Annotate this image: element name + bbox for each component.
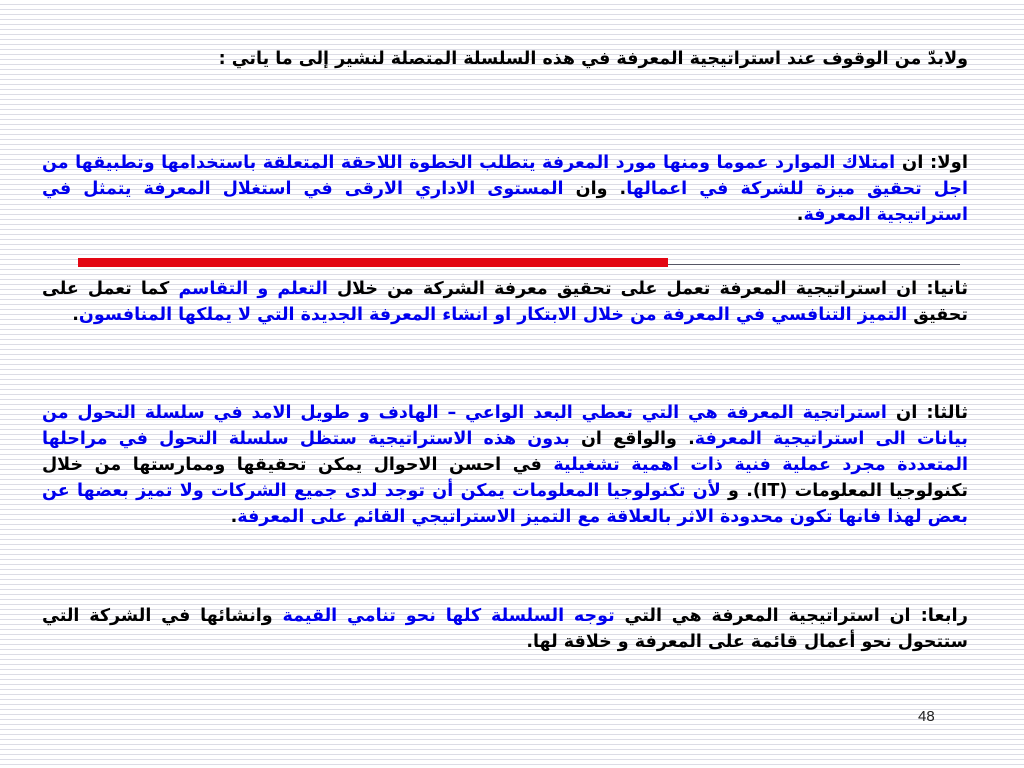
point-three-emphasis-3: لأن تكنولوجيا المعلومات يمكن أن توجد لدى جميع الشركات ولا تميز بعضها عن بعض لهذا فانها تكون محدودة الاثر بالعلاقة مع التميز الاستراتيجي القائم على المعرفة (42, 481, 968, 527)
point-three-lead: ثالثا: ان (886, 402, 968, 423)
point-two-text-1: ان استراتيجية المعرفة تعمل على تحقيق معرفة الشركة من خلال (327, 279, 918, 299)
point-three-text-1: . والواقع ان (569, 429, 695, 449)
point-one-emphasis-2: المستوى الاداري الارقى في استغلال المعرفة يتمثل في استراتيجية المعرفة (42, 179, 968, 225)
point-two-emphasis-2: التميز التنافسي في المعرفة من خلال الابتكار او انشاء المعرفة الجديدة التي لا يملكها المنافسون (78, 305, 908, 325)
intro-text: ولابدّ من الوقوف عند استراتيجية المعرفة في هذه السلسلة المتصلة لنشير إلى ما ياتي : (218, 49, 968, 69)
point-four-text-2: وانشائها في الشركة التي ستتحول نحو أعمال قائمة على المعرفة و خلاقة لها. (42, 606, 968, 652)
point-three-paragraph (42, 400, 968, 530)
point-one-lead: اولا: ان (895, 152, 968, 173)
red-accent-bar (78, 258, 668, 267)
point-two-text-2: كما تعمل على تحقيق (42, 279, 968, 325)
intro-paragraph (42, 46, 968, 72)
point-two-paragraph (42, 276, 968, 328)
page-number: 48 (918, 708, 935, 725)
point-two-end: . (72, 305, 79, 325)
point-two-lead: ثانيا: (917, 278, 968, 299)
point-three-text-2: في احسن الاحوال يمكن تحقيقها وممارستها من خلال تكنولوجيا المعلومات (IT). و (42, 455, 968, 501)
point-four-paragraph (42, 603, 968, 655)
point-four-text-1: ان استراتيجية المعرفة هي التي (614, 606, 911, 626)
point-one-text-1: . وان (563, 179, 627, 199)
point-one-end: . (796, 205, 804, 225)
point-one-paragraph (42, 150, 968, 228)
point-four-lead: رابعا: (910, 605, 968, 626)
point-four-emphasis-1: توجه السلسلة كلها نحو تنامي القيمة (282, 606, 615, 626)
point-one-emphasis-1: امتلاك الموارد عموما ومنها مورد المعرفة يتطلب الخطوة اللاحقة المتعلقة باستخدامها وتطبيقها من اجل تحقيق ميزة للشركة في اعمالها (42, 153, 968, 199)
point-three-emphasis-1: استراتجية المعرفة هي التي تعطي البعد الواعي – الهادف و طويل الامد في سلسلة التحول من بيانات الى استراتيجية المعرفة (42, 403, 968, 449)
divider-line (668, 264, 960, 265)
point-two-emphasis-1: التعلم و التقاسم (178, 279, 328, 299)
point-three-end: . (230, 507, 238, 527)
point-three-emphasis-2: بدون هذه الاستراتيجية ستظل سلسلة التحول في مراحلها المتعددة مجرد عملية فنية ذات اهمية تشغيلية (42, 429, 968, 475)
